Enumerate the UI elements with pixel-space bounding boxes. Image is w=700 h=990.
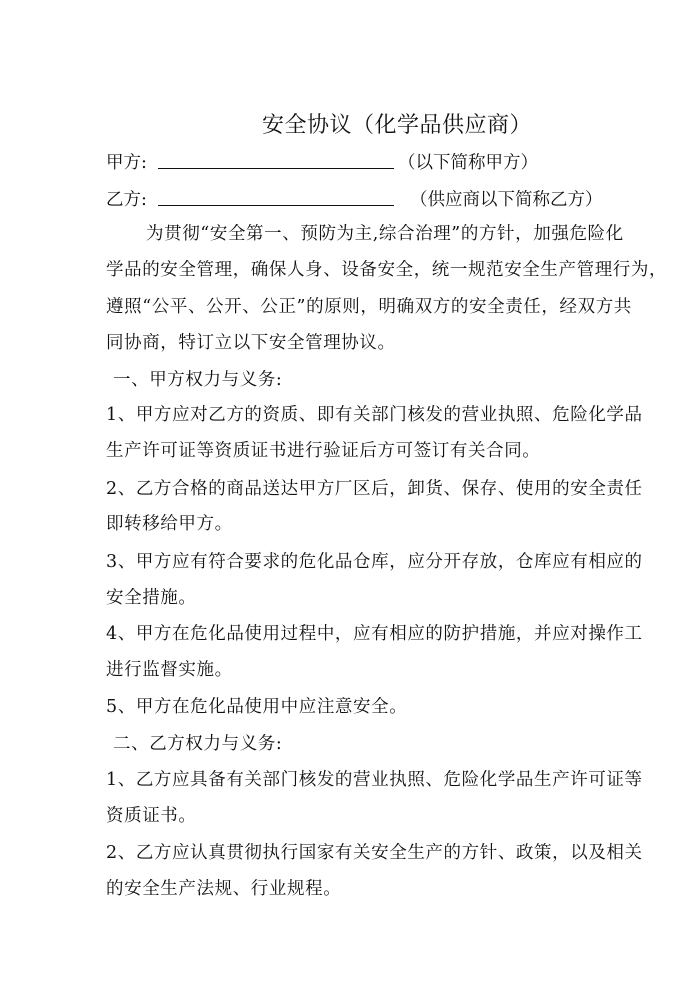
section-1-line: 1、甲方应对乙方的资质、即有关部门核发的营业执照、危险化学品 [106,405,643,425]
intro-line: 遵照“公平、公开、公正”的原则，明确双方的安全责任，经双方共 [106,297,632,317]
section-1-line: 5、甲方在危化品使用中应注意安全。 [106,697,408,717]
section-1-line: 4、甲方在危化品使用过程中，应有相应的防护措施，并应对操作工 [106,624,643,644]
section-2-line: 1、乙方应具备有关部门核发的营业执照、危险化学品生产许可证等 [106,770,643,790]
section-1-line: 即转移给甲方。 [106,514,233,534]
section-2-line: 的安全生产法规、行业规程。 [106,879,342,899]
section-1-line: 2、乙方合格的商品送达甲方厂区后，卸货、保存、使用的安全责任 [106,479,643,499]
intro-line: 同协商，特订立以下安全管理协议。 [106,333,396,353]
party-a-label: 甲方: [106,153,147,173]
party-b-note: （供应商以下简称乙方） [410,190,603,210]
section-2-line: 资质证书。 [106,806,197,826]
section-1-line: 安全措施。 [106,588,197,608]
intro-line: 学品的安全管理，确保人身、设备安全，统一规范安全生产管理行为， [106,260,668,280]
party-a-note: （以下简称甲方） [398,153,538,173]
party-b-blank-line [158,205,394,206]
section-1-heading: 一、甲方权力与义务: [113,370,283,390]
section-2-heading: 二、乙方权力与义务: [113,734,283,754]
party-a-blank-line [158,168,394,169]
section-1-line: 3、甲方应有符合要求的危化品仓库，应分开存放，仓库应有相应的 [106,552,643,572]
section-2-line: 2、乙方应认真贯彻执行国家有关安全生产的方针、政策，以及相关 [106,843,643,863]
document-title: 安全协议（化学品供应商） [262,113,533,138]
section-1-line: 生产许可证等资质证书进行验证后方可签订有关合同。 [106,441,541,461]
intro-line: 为贯彻“安全第一、预防为主,综合治理”的方针，加强危险化 [146,224,624,244]
party-b-label: 乙方: [106,190,147,210]
section-1-line: 进行监督实施。 [106,660,233,680]
